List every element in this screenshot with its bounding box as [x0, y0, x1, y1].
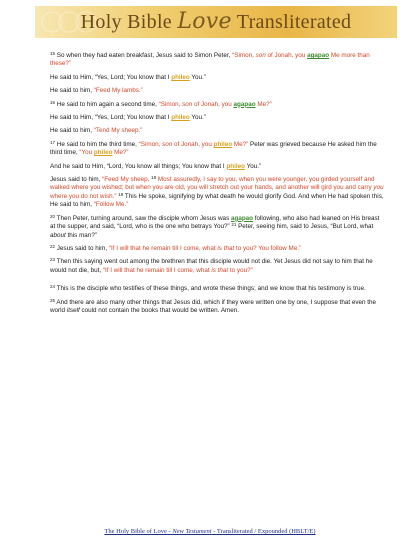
verse-16-reply: [36, 114, 386, 122]
agapao-link[interactable]: agapao: [230, 214, 254, 222]
verse-text: He said to him,: [50, 127, 94, 135]
footer-text: The Holy Bible of Love -: [104, 528, 173, 535]
verse-text: He said to Him, “Yes, Lord; You know that I: [50, 114, 172, 122]
words-of-jesus: Me more than these?”: [50, 52, 370, 68]
verse-25: [36, 299, 386, 316]
words-of-jesus: Me?”: [255, 100, 272, 108]
banner-title: [35, 9, 397, 34]
verse-number: 25: [50, 297, 56, 303]
verse-24: [36, 285, 386, 293]
verse-16: [36, 101, 386, 109]
verse-text: Then Peter, turning around, saw the disciple whom Jesus was: [56, 214, 231, 222]
verse-text: You.”: [244, 162, 262, 170]
italic-word: about: [50, 231, 66, 239]
words-of-jesus: “Feed My sheep.: [102, 176, 150, 184]
verse-text: Jesus said to him,: [56, 244, 109, 252]
verse-text: And there are also many other things that Jesus did, which if they were written one by one, I suppose that even the world: [50, 298, 377, 314]
verse-text: Jesus said to him,: [50, 176, 103, 184]
italic-word: is that: [211, 266, 229, 274]
verse-number: 15: [50, 51, 56, 56]
banner-title-love: Love: [177, 9, 232, 34]
verse-number: 18: [151, 175, 157, 181]
words-of-jesus: of Jonah, you: [265, 52, 308, 59]
words-of-jesus: “If I will that he remain till I come, what: [102, 266, 212, 274]
verse-text: Peter, seeing him, said to Jesus, “But Lord, what: [236, 223, 374, 231]
words-of-jesus: Me?”: [232, 140, 249, 148]
phileo-link[interactable]: phileo: [93, 149, 113, 157]
italic-word: son: [255, 52, 266, 59]
verse-text: He said to him again a second time,: [56, 100, 159, 108]
words-of-jesus: “Simon,: [232, 52, 256, 59]
verse-text: So when they had eaten breakfast, Jesus said to Simon Peter,: [56, 52, 233, 59]
verse-15: [36, 52, 386, 69]
words-of-jesus: “You: [79, 149, 94, 157]
phileo-link[interactable]: phileo: [171, 73, 190, 81]
verse-text: this man?”: [65, 231, 97, 239]
verse-16-response: [36, 127, 386, 135]
phileo-link[interactable]: phileo: [226, 162, 245, 170]
verse-text: He said to Him, “Yes, Lord; You know that I: [50, 73, 172, 81]
italic-word: son: [162, 140, 173, 148]
italic-word: itself: [66, 306, 80, 314]
words-of-jesus: of Jonah, you: [172, 140, 214, 148]
words-of-jesus: of Jonah, you: [192, 100, 234, 108]
verse-17: [36, 141, 386, 158]
verse-text: Peter was grieved because He asked him the third time,: [50, 140, 377, 157]
words-of-jesus: “If I will that he remain till I come, what: [108, 244, 218, 252]
verse-number: 24: [50, 284, 56, 290]
verse-text: You.”: [189, 114, 206, 122]
italic-word: you: [373, 184, 384, 192]
words-of-jesus: “Simon,: [138, 140, 163, 148]
verse-number: 17: [50, 139, 56, 145]
verse-text: could not contain the books that would be written. Amen.: [79, 306, 240, 314]
words-of-jesus: to you? You follow Me.”: [234, 244, 302, 252]
verse-22: [36, 245, 386, 253]
phileo-link[interactable]: phileo: [171, 114, 190, 122]
words-of-jesus: where you do not wish.”: [50, 192, 117, 200]
footer-text: - Transliterated / Expounded (HBLT/E): [211, 528, 316, 535]
verse-text: He said to him the third time,: [56, 140, 139, 148]
words-of-jesus: Me?”: [112, 149, 129, 157]
verse-number: 22: [50, 243, 56, 249]
words-of-jesus: Most assuredly, I say to you, when you were younger, you girded yourself and walked where you wished; but when you are old, you will stretch out your hands, and another will gird you and carry: [50, 176, 375, 192]
verse-23: [36, 258, 386, 275]
scripture-text: [36, 52, 386, 320]
agapao-link[interactable]: agapao: [233, 100, 256, 108]
words-of-jesus: “Follow Me.”: [93, 201, 129, 209]
verse-15-reply: [36, 74, 386, 82]
footer-new-testament: New Testament: [172, 528, 212, 535]
header-banner: [35, 6, 397, 38]
words-of-jesus: “Feed My lambs.”: [93, 87, 143, 95]
words-of-jesus: to you?”: [228, 266, 253, 274]
verse-18: [36, 176, 386, 210]
verse-text: following, who also had leaned on His breast at the supper, and said, “Lord, who is the one who betrays You?”: [50, 214, 380, 231]
banner-title-transliterated: Transliterated: [236, 11, 352, 33]
verse-number: 20: [50, 213, 56, 219]
verse-number: 21: [231, 222, 237, 228]
verse-number: 16: [50, 99, 56, 105]
verse-20: [36, 215, 386, 240]
verse-15-response: [36, 87, 386, 95]
verse-text: This He spoke, signifying by what death he would glorify God. And when He had spoken this, He said to him,: [50, 192, 384, 209]
verse-number: 19: [118, 191, 124, 197]
verse-text: And he said to Him, “Lord, You know all things; You know that I: [50, 162, 227, 170]
footer-link[interactable]: [0, 528, 420, 535]
italic-word: son: [182, 100, 193, 108]
agapao-link[interactable]: agapao: [307, 52, 330, 59]
words-of-jesus: “Tend My sheep.”: [93, 127, 143, 135]
words-of-jesus: “Simon,: [158, 100, 183, 108]
verse-text: Then this saying went out among the brethren that this disciple would not die. Yet Jesus did not say to him that he would not die, but,: [50, 258, 373, 274]
verse-text: This is the disciple who testifies of these things, and wrote these things; and we know that his testimony is true.: [56, 285, 366, 293]
verse-text: You.”: [189, 73, 206, 81]
italic-word: is that: [217, 244, 235, 252]
verse-text: He said to him,: [50, 87, 94, 95]
phileo-link[interactable]: phileo: [213, 140, 233, 148]
banner-title-holy-bible: Holy Bible: [80, 11, 172, 33]
verse-number: 23: [50, 257, 56, 263]
verse-17-reply: [36, 163, 386, 171]
